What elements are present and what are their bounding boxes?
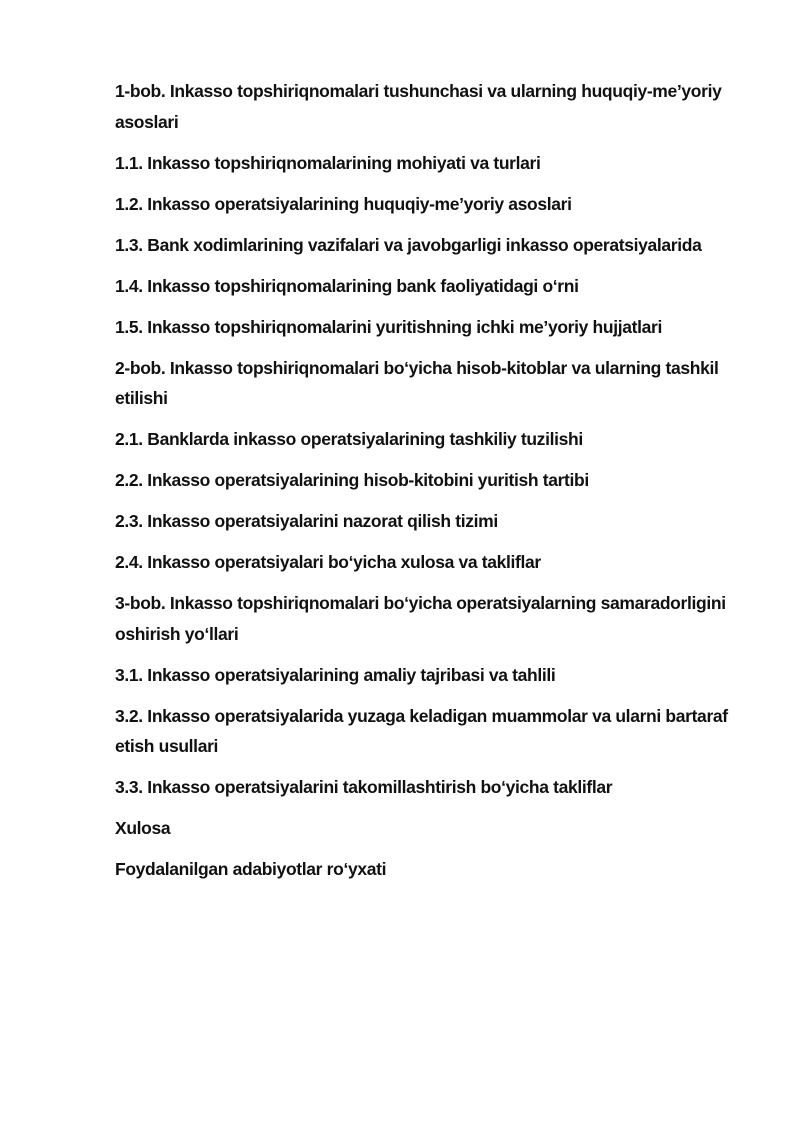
- section-2-3-heading: 2.3. Inkasso operatsiyalarini nazorat qilish tizimi: [115, 511, 498, 531]
- chapter-1-heading: 1-bob. Inkasso topshiriqnomalari tushunchasi va ularning huquqiy-me’yoriy asoslari: [115, 81, 722, 132]
- conclusion-heading: Xulosa: [115, 818, 171, 838]
- section-1-1-heading: 1.1. Inkasso topshiriqnomalarining mohiyati va turlari: [115, 152, 541, 173]
- section-3-1-heading: 3.1. Inkasso operatsiyalarining amaliy tajribasi va tahlili: [115, 664, 556, 685]
- section-2-4-heading: 2.4. Inkasso operatsiyalari bo‘yicha xulosa va takliflar: [115, 552, 541, 572]
- section-1-3-heading: 1.3. Bank xodimlarining vazifalari va javobgarligi inkasso operatsiyalarida: [115, 234, 702, 255]
- section-1-2-heading: 1.2. Inkasso operatsiyalarining huquqiy-me’yoriy asoslari: [115, 193, 572, 214]
- section-2-2-heading: 2.2. Inkasso operatsiyalarining hisob-kitobini yuritish tartibi: [115, 470, 589, 490]
- section-2-1-heading: 2.1. Banklarda inkasso operatsiyalarining tashkiliy tuzilishi: [115, 429, 583, 449]
- bibliography-heading: Foydalanilgan adabiyotlar ro‘yxati: [115, 859, 387, 879]
- document-page: [115, 76, 730, 895]
- chapter-2-heading: 2-bob. Inkasso topshiriqnomalari bo‘yicha hisob-kitoblar va ularning tashkil etilishi: [115, 357, 719, 408]
- section-3-3-heading: 3.3. Inkasso operatsiyalarini takomillashtirish bo‘yicha takliflar: [115, 777, 613, 797]
- table-of-contents: [115, 76, 730, 885]
- chapter-3-heading: 3-bob. Inkasso topshiriqnomalari bo‘yicha operatsiyalarning samaradorligini oshirish yo‘llari: [115, 593, 726, 644]
- section-3-2-heading: 3.2. Inkasso operatsiyalarida yuzaga keladigan muammolar va ularni bartaraf etish usullari: [115, 705, 728, 756]
- section-1-5-heading: 1.5. Inkasso topshiriqnomalarini yuritishning ichki me’yoriy hujjatlari: [115, 316, 662, 337]
- section-1-4-heading: 1.4. Inkasso topshiriqnomalarining bank faoliyatidagi o‘rni: [115, 275, 579, 296]
